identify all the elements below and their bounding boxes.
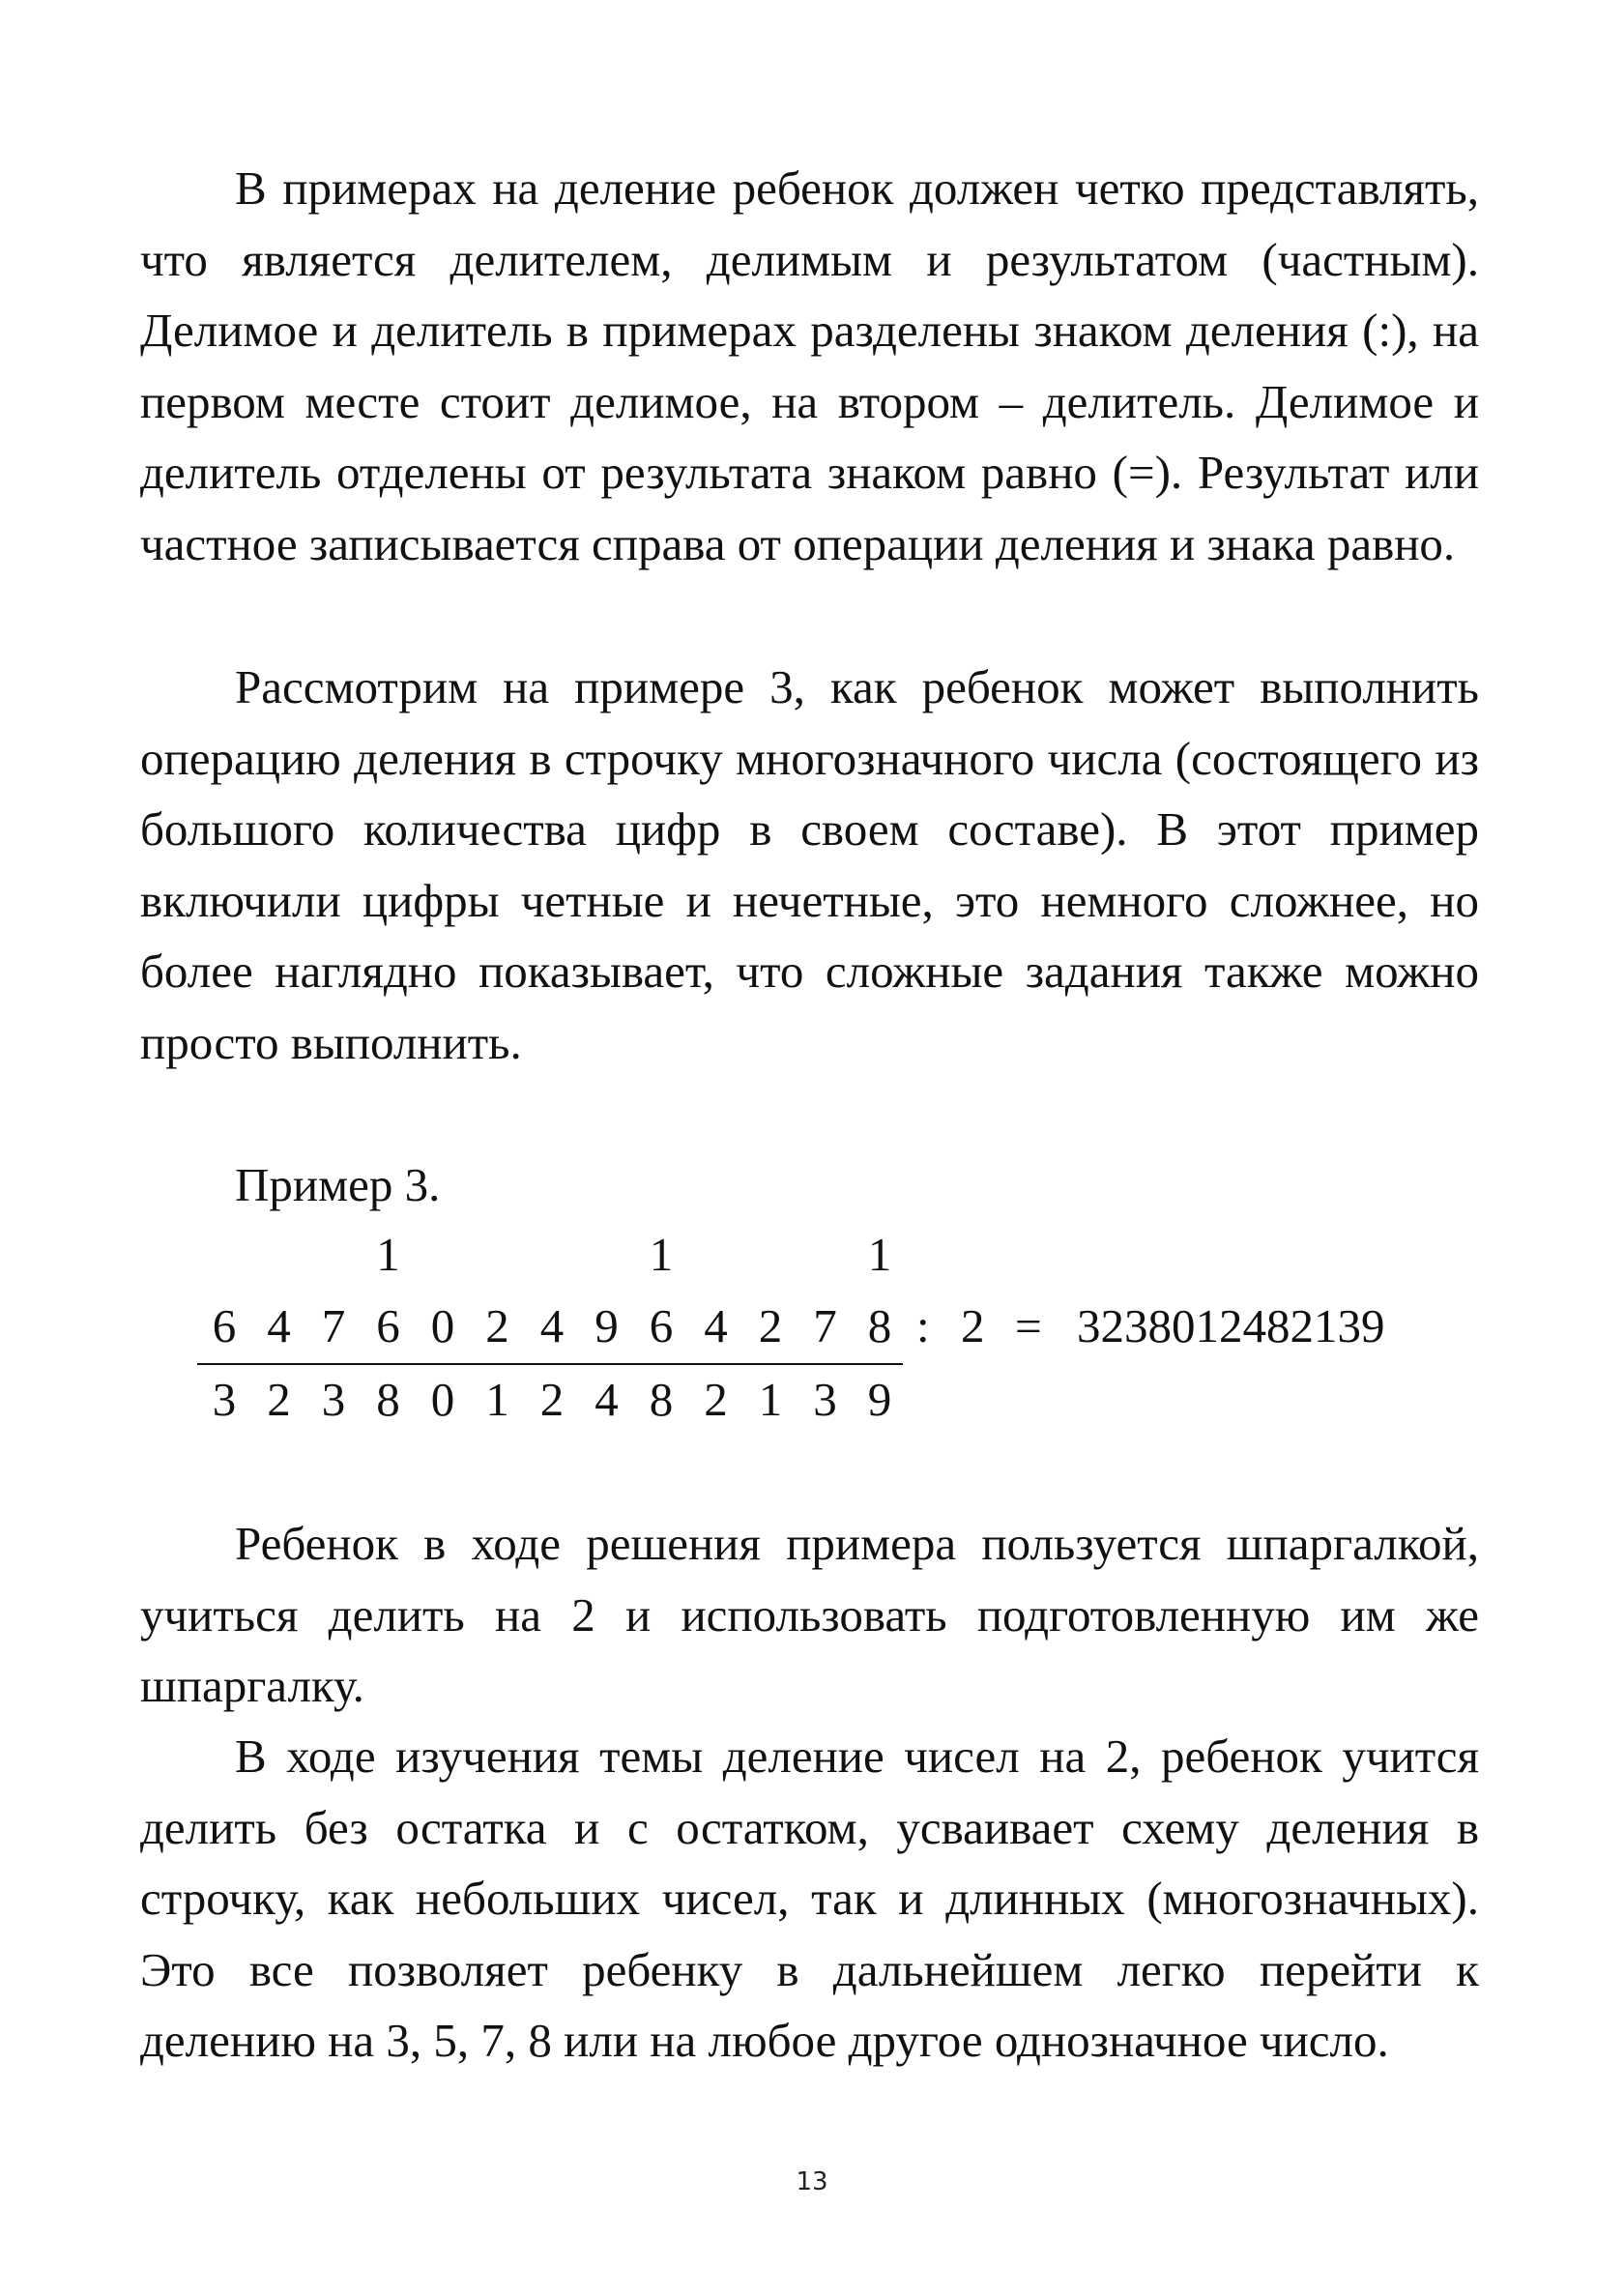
dividend-digit: 7 [321,1299,346,1352]
quotient-digit: 4 [594,1373,619,1426]
division-sign: : [916,1299,930,1352]
quotient-digit: 8 [649,1373,674,1426]
carry-digit: 1 [649,1228,674,1281]
quotient-digit: 1 [758,1373,783,1426]
quotient-digit: 2 [704,1373,728,1426]
dividend-digit: 2 [485,1299,509,1352]
dividend-digit: 8 [867,1299,892,1352]
divisor: 2 [961,1299,985,1352]
paragraph-summary: В ходе изучения темы деление чисел на 2, ребенок учится делить без остатка и с остатком, усваивает схему деления в строчку, как небольших чисел, так и длинных (многозначных). Это все позволяет ребенку в дальнейшем легко перейти к делению на 3, 5, 7, 8 или на любое другое однозначное число. [140,1729,1479,2067]
quotient-digit: 1 [485,1373,509,1426]
example-title: Пример 3. [235,1158,441,1211]
carry-digit: 1 [376,1228,400,1281]
dividend-digit: 6 [649,1299,674,1352]
paragraph-example-intro: Рассмотрим на примере 3, как ребенок может выполнить операцию деления в строчку многозначного числа (состоящего из большого количества цифр в своем составе). В этот пример включили цифры четные и нечетные, это немного сложнее, но более наглядно показывает, что сложные задания также можно просто выполнить. [140,660,1479,1069]
quotient-digit: 9 [867,1373,892,1426]
quotient-digit: 8 [376,1373,400,1426]
dividend-digit: 4 [704,1299,728,1352]
division-result: 3238012482139 [1077,1299,1385,1352]
equals-sign: = [1015,1299,1042,1352]
dividend-digit: 4 [539,1299,565,1352]
paragraph-division-terms: В примерах на деление ребенок должен четко представлять, что является делителем, делимым и результатом (частным). Делимое и делитель в примерах разделены знаком деления (:), на первом месте стоит делимое, на втором – делитель. Делимое и делитель отделены от результата знаком равно (=). Результат или частное записывается справа от операции деления и знака равно. [140,161,1479,570]
dividend-digit: 7 [813,1299,837,1352]
quotient-digit: 2 [539,1373,565,1426]
quotient-digit: 3 [212,1373,237,1426]
quotient-digit: 3 [813,1373,837,1426]
page-number: 13 [796,2167,828,2196]
dividend-digit: 6 [376,1299,400,1352]
dividend-digit: 9 [594,1299,619,1352]
paragraph-cheat-sheet: Ребенок в ходе решения примера пользуется шпаргалкой, учиться делить на 2 и использовать подготовленную им же шпаргалку. [140,1517,1479,1712]
quotient-digit: 2 [267,1373,291,1426]
division-rule-line [197,1363,903,1365]
quotient-digit: 0 [430,1373,455,1426]
carry-digit: 1 [867,1228,892,1281]
dividend-digit: 2 [758,1299,783,1352]
dividend-digit: 0 [430,1299,455,1352]
dividend-digit: 4 [267,1299,291,1352]
quotient-digit: 3 [321,1373,346,1426]
dividend-digit: 6 [212,1299,237,1352]
